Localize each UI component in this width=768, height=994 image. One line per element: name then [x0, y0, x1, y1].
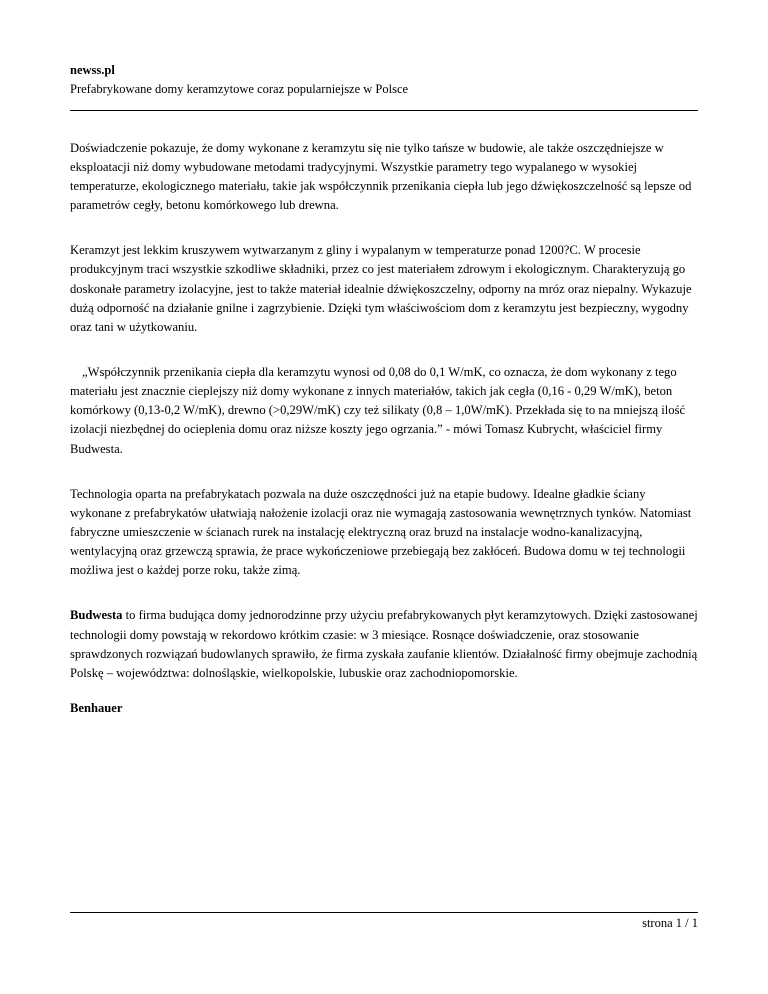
paragraph-2: Keramzyt jest lekkim kruszywem wytwarzanym z gliny i wypalanym w temperaturze ponad 1200?C. W procesie produkcyjnym traci wszystkie szkodliwe składniki, przez co jest materiałem zdrowym i ekologicznym. Charakteryzują go doskonałe parametry izolacyjne, jest to także materiał idealnie dźwiękoszczelny, odporny na mróz oraz niepalny. Wykazuje dużą odporność na działanie gnilne i zagrzybienie. Dzięki tym właściwościom dom z keramzytu jest bezpieczny, wygodny oraz tani w użytkowaniu. [70, 243, 692, 334]
header-divider [70, 110, 698, 111]
company-name: Budwesta [70, 608, 123, 623]
site-name: newss.pl [70, 63, 115, 77]
footer-divider [70, 912, 698, 913]
paragraph-closing [70, 606, 698, 683]
closing-text: to firma budująca domy jednorodzinne przy użyciu prefabrykowanych płyt keramzytowych. Dzięki zastosowanej technologii domy powstają w rekordowo krótkim czasie: w 3 miesiące. Rosnące doświadczenie, oraz stosowanie sprawdzonych rozwiązań budowlanych sprawiło, że firma zyskała zaufanie klientów. Działalność firmy obejmuje zachodnią Polskę – województwa: dolnośląskie, wielkopolskie, lubuskie oraz zachodniopomorskie. [70, 608, 698, 680]
document-content [70, 62, 698, 716]
paragraph-1: Doświadczenie pokazuje, że domy wykonane z keramzytu się nie tylko tańsze w budowie, ale także oszczędniejsze w eksploatacji niż domy wybudowane metodami tradycyjnymi. Wszystkie parametry tego wypalanego w wysokiej temperaturze, ekologicznego materiału, takie jak współczynnik przenikania ciepła lub jego dźwiękoszczelność są lepsze od parametrów cegły, betonu komórkowego lub drewna. [70, 140, 692, 213]
paragraph-4: Technologia oparta na prefabrykatach pozwala na duże oszczędności już na etapie budowy. Idealne gładkie ściany wykonane z prefabrykatów ułatwiają nałożenie izolacji oraz nie wymagają zastosowania wewnętrznych tynków. Natomiast fabryczne umieszczenie w ścianach rurek na instalację elektryczną oraz bruzd na instalacje wodno-kanalizacyjną, wentylacyjną oraz grzewczą sprawia, że prace wykończeniowe przebiegają bez zakłóceń. Budowa domu w tej technologii możliwa jest o każdej porze roku, także zimą. [70, 486, 692, 578]
article-headline: Prefabrykowane domy keramzytowe coraz popularniejsze w Polsce [70, 81, 409, 96]
signature: Benhauer [70, 700, 123, 715]
paragraph-3: „Współczynnik przenikania ciepła dla keramzytu wynosi od 0,08 do 0,1 W/mK, co oznacza, że dom wykonany z tego materiału jest znacznie cieplejszy niż domy wykonane z innych materiałów, takich jak cegła (0,16 - 0,29 W/mK), beton komórkowy (0,13-0,2 W/mK), drewno (>0,29W/mK) czy też silikaty (0,8 – 1,0W/mK). Przekłada się to na mniejszą ilość izolacji niezbędnej do ocieplenia domu oraz niższe koszty jego ogrzania.” - mówi Tomasz Kubrycht, właściciel firmy Budwesta. [70, 365, 686, 456]
page-number: strona 1 / 1 [642, 916, 698, 930]
